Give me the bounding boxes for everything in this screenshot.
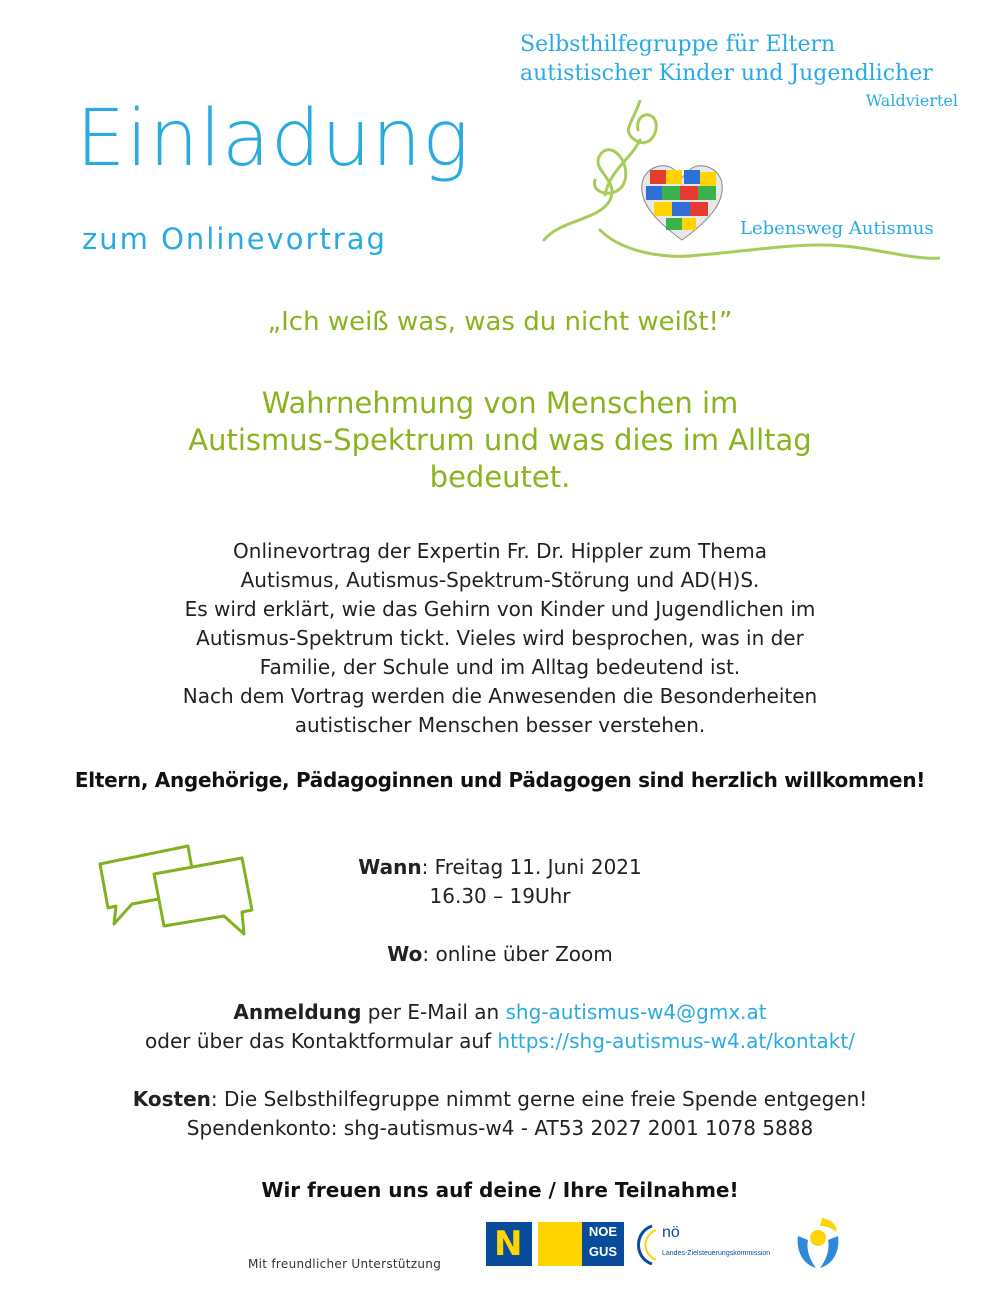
headline-line-3: bedeutet. [429, 460, 571, 494]
zielsteuerung-logo [632, 1222, 782, 1268]
contact-form-link[interactable]: https://shg-autismus-w4.at/kontakt/ [497, 1029, 855, 1053]
when-label: Wann [358, 855, 422, 879]
description-line: autistischer Menschen besser verstehen. [294, 713, 706, 737]
description-line: Familie, der Schule und im Alltag bedeutend ist. [259, 655, 741, 679]
signup-label: Anmeldung [233, 1000, 362, 1024]
signup-email-link[interactable]: shg-autismus-w4@gmx.at [505, 1000, 767, 1024]
organization-region: Waldviertel [865, 91, 958, 110]
time-row: 16.30 – 19Uhr [429, 884, 571, 908]
quote-heading: „Ich weiß was, was du nicht weißt!” [267, 307, 733, 337]
noegus-line-2: GUS [588, 1244, 618, 1259]
noe-label: nö [662, 1224, 680, 1241]
organization-line-2: autistischer Kinder und Jugendlicher [520, 61, 933, 86]
noe-logo-letter: N [494, 1224, 523, 1264]
headline-line-1: Wahrnehmung von Menschen im [261, 386, 739, 420]
noe-logo [486, 1222, 532, 1266]
noe-subtitle: Landes-Zielsteuerungskommission [662, 1250, 771, 1257]
cost-row [0, 1085, 1000, 1114]
welcome-text: Eltern, Angehörige, Pädagoginnen und Pädagogen sind herzlich willkommen! [74, 768, 926, 792]
thanks-text: Wir freuen uns auf deine / Ihre Teilnahme! [261, 1178, 739, 1202]
puzzle-heart-icon [642, 166, 722, 240]
talk-headline [0, 385, 1000, 496]
where-value: : online über Zoom [422, 942, 613, 966]
when-row [0, 853, 1000, 882]
page-subtitle: zum Onlinevortrag [82, 222, 387, 256]
headline-line-2: Autismus-Spektrum und was dies im Alltag [188, 423, 812, 457]
account-row: Spendenkonto: shg-autismus-w4 - AT53 2027 2001 1078 5888 [186, 1116, 814, 1140]
where-row [0, 940, 1000, 969]
when-value: : Freitag 11. Juni 2021 [421, 855, 642, 879]
description-line: Es wird erklärt, wie das Gehirn von Kinder und Jugendlichen im [184, 597, 816, 621]
noegus-text [582, 1222, 624, 1266]
description-line: Onlinevortrag der Expertin Fr. Dr. Hippler zum Thema [233, 539, 767, 563]
description-line: Autismus, Autismus-Spektrum-Störung und AD(H)S. [240, 568, 760, 592]
signup-alt-text: oder über das Kontaktformular auf [145, 1029, 498, 1053]
organization-line-1: Selbsthilfegruppe für Eltern [520, 32, 836, 57]
cost-label: Kosten [132, 1087, 211, 1111]
noegus-map-icon [538, 1222, 582, 1266]
description-line: Autismus-Spektrum tickt. Vieles wird besprochen, was in der [196, 626, 804, 650]
signup-text: per E-Mail an [361, 1000, 506, 1024]
description [0, 537, 1000, 740]
cost-value: : Die Selbsthilfegruppe nimmt gerne eine freie Spende entgegen! [210, 1087, 868, 1111]
description-line: Nach dem Vortrag werden die Anwesenden die Besonderheiten [182, 684, 818, 708]
organization-logo [540, 100, 940, 270]
noe-arc-icon [632, 1222, 662, 1268]
organization-name [520, 30, 970, 88]
noegus-logo [538, 1222, 624, 1266]
helping-hands-icon [792, 1214, 844, 1270]
event-details [0, 853, 1000, 1143]
logo-caption: Lebensweg Autismus [740, 218, 934, 239]
signup-row [0, 998, 1000, 1027]
noegus-line-1: NOE [588, 1224, 618, 1239]
signup-alt-row [0, 1027, 1000, 1056]
where-label: Wo [387, 942, 423, 966]
page-title: Einladung [76, 94, 471, 184]
support-text: Mit freundlicher Unterstützung [248, 1257, 442, 1271]
